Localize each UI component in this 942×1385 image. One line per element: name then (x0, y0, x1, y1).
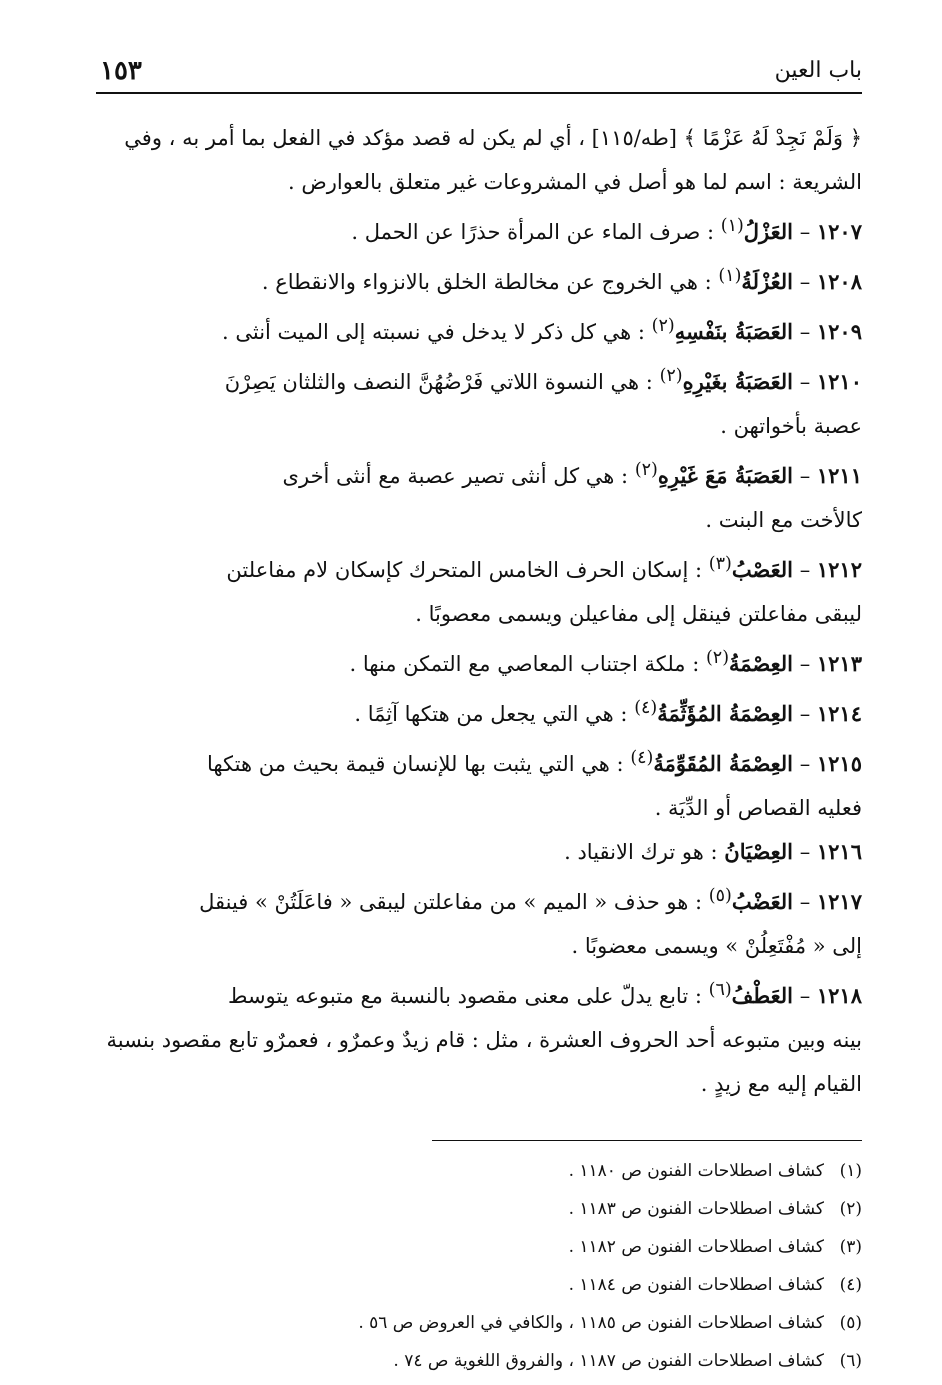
entry-number: ١٢١٧ (816, 889, 862, 914)
footnote-item (96, 1228, 862, 1266)
page-number: ١٥٣ (100, 56, 142, 86)
entry-term: العَصَبَةُ مَعَ غَيْرِهِ (657, 463, 794, 488)
footnote-ref: (٢) (634, 460, 658, 480)
entry-1213: ١٢١٣ – العِصْمَةُ$^{(٢)}$ : ملكة اجتناب المعاصي مع التمكن منها . (349, 648, 862, 676)
footnote-ref: (٥) (708, 886, 732, 906)
entry-number: ١٢٠٨ (816, 269, 862, 294)
entry-number: ١٢٠٩ (816, 319, 862, 344)
intro-text-2: الشريعة : اسم لما هو أصل في المشروعات غير متعلق بالعوارض . (288, 170, 862, 194)
entry-term: العَزْلُ (743, 219, 794, 244)
main-text (96, 116, 862, 1106)
footnote-item (96, 1190, 862, 1228)
entry-term: العَضْبُ (731, 889, 794, 914)
entry-continuation: ليبقى مفاعلتن فينقل إلى مفاعيلن ويسمى معصوبًا . (415, 602, 862, 626)
intro-line (96, 160, 862, 204)
entry-definition: : هي التي يجعل من هتكها آثِمًا . (354, 702, 628, 726)
entry-term: العُزْلَةُ (741, 269, 794, 294)
entry-continuation: فعليه القصاص أو الدِّيَة . (654, 796, 862, 820)
footnote-mark: (٦) (839, 1351, 862, 1371)
footnote-ref: (٦) (708, 980, 732, 1000)
entry-definition: : هي كل ذكر لا يدخل في نسبته إلى الميت أنثى . (222, 320, 645, 344)
entry-definition: : هو حذف « الميم » من مفاعلتن ليبقى « فاعَلَتُنْ » فينقل (199, 890, 703, 914)
entry-continuation: عصبة بأخواتهن . (720, 414, 862, 438)
footnote-ref: (١) (720, 216, 744, 236)
footnotes-list (96, 1152, 862, 1380)
entry-term: العِصْمَةُ المُقَوِّمَةُ (653, 751, 794, 776)
entry-definition: : هو ترك الانقياد . (564, 840, 718, 864)
entry-number: ١٢١٦ (816, 839, 862, 864)
entry-number: ١٢٠٧ (816, 219, 862, 244)
footnote-mark: (٢) (839, 1199, 862, 1219)
entry-1215: ١٢١٥ – العِصْمَةُ المُقَوِّمَةُ$^{(٤)}$ : هي التي يثبت بها للإنسان قيمة بحيث من هتكها (206, 748, 862, 776)
footnote-item (96, 1342, 862, 1380)
footnote-text: كشاف اصطلاحات الفنون ص ١١٨٢ . (568, 1237, 824, 1257)
footnote-text: كشاف اصطلاحات الفنون ص ١١٨٥ ، والكافي في العروض ص ٥٦ . (358, 1313, 824, 1333)
entry-continuation: القيام إليه مع زيدٍ . (700, 1072, 862, 1096)
entry-definition: : هي كل أنثى تصير عصبة مع أنثى أخرى (282, 464, 629, 488)
entry-definition: : إسكان الحرف الخامس المتحرك كإسكان لام مفاعلتن (226, 558, 703, 582)
entry-term: العِصْمَةُ (729, 651, 794, 676)
entry-1210: ١٢١٠ – العَصَبَةُ بغَيْرِهِ$^{(٢)}$ : هي النسوة اللاتي فَرْضُهُنَّ النصف والثلثان يَصِرْنَ (224, 366, 862, 394)
entry-number: ١٢١٥ (816, 751, 862, 776)
footnote-ref: (٢) (651, 316, 675, 336)
entry-1209: ١٢٠٩ – العَصَبَةُ بنَفْسِهِ$^{(٢)}$ : هي كل ذكر لا يدخل في نسبته إلى الميت أنثى . (222, 316, 862, 344)
entry-1208: ١٢٠٨ – العُزْلَةُ$^{(١)}$ : هي الخروج عن مخالطة الخلق بالانزواء والانقطاع . (261, 266, 862, 294)
entry-1216: ١٢١٦ – العِصْيَانُ : هو ترك الانقياد . (564, 839, 862, 864)
entry-1207: ١٢٠٧ – العَزْلُ$^{(١)}$ : صرف الماء عن المرأة حذرًا عن الحمل . (351, 216, 862, 244)
entry-term: العَطْفُ (731, 983, 794, 1008)
footnote-item (96, 1152, 862, 1190)
entry-1211: ١٢١١ – العَصَبَةُ مَعَ غَيْرِهِ$^{(٢)}$ : هي كل أنثى تصير عصبة مع أنثى أخرى (282, 460, 862, 488)
entry-definition: : هي الخروج عن مخالطة الخلق بالانزواء والانقطاع . (261, 270, 712, 294)
footnote-text: كشاف اصطلاحات الفنون ص ١١٨٣ . (568, 1199, 824, 1219)
footnote-text: كشاف اصطلاحات الفنون ص ١١٨٧ ، والفروق اللغوية ص ٧٤ . (393, 1351, 824, 1371)
footnote-text: كشاف اصطلاحات الفنون ص ١١٨٠ . (568, 1161, 824, 1181)
entry-term: العِصْيَانُ (724, 839, 794, 864)
running-header (96, 52, 862, 94)
entry-term: العَصْبُ (731, 557, 794, 582)
intro-line (96, 116, 862, 160)
entry-1217: ١٢١٧ – العَضْبُ$^{(٥)}$ : هو حذف « الميم » من مفاعلتن ليبقى « فاعَلَتُنْ » فينقل (199, 886, 862, 914)
entry-number: ١٢١٨ (816, 983, 862, 1008)
entry-number: ١٢١٢ (816, 557, 862, 582)
footnote-mark: (٣) (839, 1237, 862, 1257)
book-page (96, 52, 862, 1371)
footnote-ref: (٤) (630, 748, 654, 768)
entry-continuation: كالأخت مع البنت . (705, 508, 862, 532)
footnote-text: كشاف اصطلاحات الفنون ص ١١٨٤ . (568, 1275, 824, 1295)
entry-number: ١٢١٠ (816, 369, 862, 394)
intro-text-1: ﴿ وَلَمْ نَجِدْ لَهُ عَزْمًا ﴾ [طه/١١٥] ، أي لم يكن له قصد مؤكد في الفعل بما أمر به ، وفي (124, 126, 862, 150)
footnote-item (96, 1266, 862, 1304)
entry-definition: : ملكة اجتناب المعاصي مع التمكن منها . (349, 652, 700, 676)
footnote-mark: (٤) (839, 1275, 862, 1295)
entry-definition: : صرف الماء عن المرأة حذرًا عن الحمل . (351, 220, 715, 244)
footnote-ref: (٤) (634, 698, 658, 718)
entry-term: العَصَبَةُ بنَفْسِهِ (674, 319, 794, 344)
entry-number: ١٢١٤ (816, 701, 862, 726)
entry-definition: : تابع يدلّ على معنى مقصود بالنسبة مع متبوعه يتوسط (228, 984, 702, 1008)
entry-definition: : هي التي يثبت بها للإنسان قيمة بحيث من هتكها (206, 752, 624, 776)
entry-1218: ١٢١٨ – العَطْفُ$^{(٦)}$ : تابع يدلّ على معنى مقصود بالنسبة مع متبوعه يتوسط (228, 980, 862, 1008)
entry-number: ١٢١٣ (816, 651, 862, 676)
entry-term: العَصَبَةُ بغَيْرِهِ (682, 369, 794, 394)
entry-term: العِصْمَةُ المُؤَثِّمَةُ (657, 701, 794, 726)
footnote-mark: (١) (839, 1161, 862, 1181)
footnote-ref: (١) (718, 266, 742, 286)
entry-continuation: بينه وبين متبوعه أحد الحروف العشرة ، مثل : قام زيدٌ وعمرٌو ، فعمرٌو تابع مقصود بنسبة (106, 1028, 862, 1052)
footnote-ref: (٣) (708, 554, 732, 574)
footnote-ref: (٢) (705, 648, 730, 668)
footnote-divider (432, 1140, 862, 1141)
chapter-title: باب العين (774, 58, 862, 83)
footnote-ref: (٢) (659, 366, 683, 386)
footnote-mark: (٥) (839, 1313, 862, 1333)
footnote-item (96, 1304, 862, 1342)
entry-1212: ١٢١٢ – العَصْبُ$^{(٣)}$ : إسكان الحرف الخامس المتحرك كإسكان لام مفاعلتن (226, 554, 862, 582)
entry-1214: ١٢١٤ – العِصْمَةُ المُؤَثِّمَةُ$^{(٤)}$ : هي التي يجعل من هتكها آثِمًا . (354, 698, 862, 726)
entry-definition: : هي النسوة اللاتي فَرْضُهُنَّ النصف والثلثان يَصِرْنَ (224, 370, 653, 394)
entry-number: ١٢١١ (816, 463, 862, 488)
entry-continuation: إلى « مُفْتَعِلُنْ » ويسمى معضوبًا . (571, 934, 862, 958)
